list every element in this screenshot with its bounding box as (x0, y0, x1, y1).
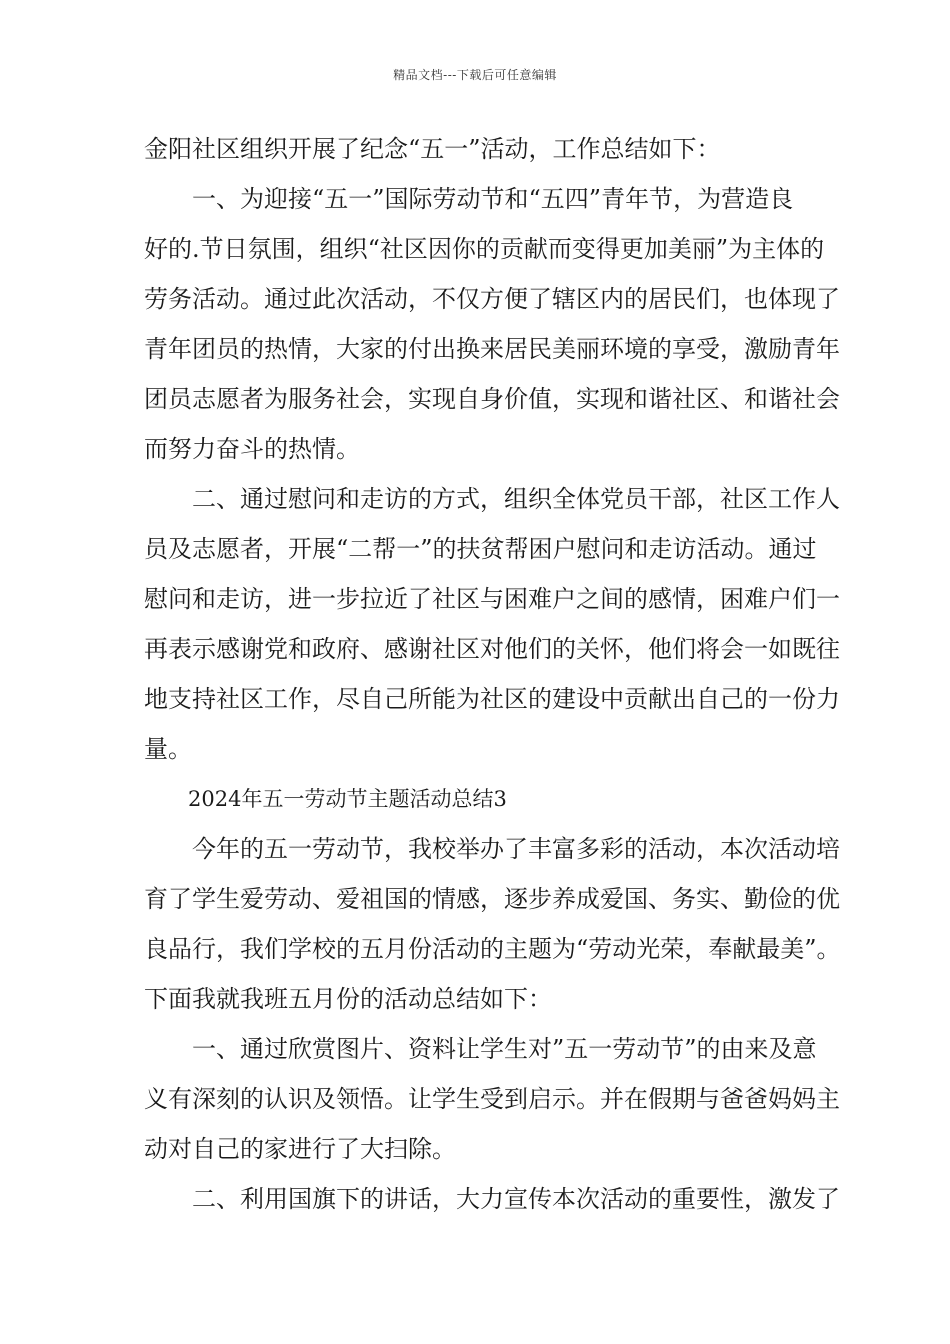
text-line: 再表示感谢党和政府、感谢社区对他们的关怀，他们将会一如既往 (144, 635, 840, 663)
paragraph (144, 1174, 840, 1224)
paragraph (144, 824, 841, 1024)
text-line: 劳务活动。通过此次活动，不仅方便了辖区内的居民们，也体现了 (144, 285, 840, 313)
text-line: 动对自己的家进行了大扫除。 (144, 1135, 456, 1163)
text-line: 今年的五一劳动节，我校举办了丰富多彩的活动，本次活动培 (192, 835, 840, 863)
text-line: 下面我就我班五月份的活动总结如下： (144, 985, 552, 1013)
heading-text: 2024年五一劳动节主题活动总结3 (188, 787, 507, 811)
section-heading (144, 774, 816, 824)
text-line: 一、通过欣赏图片、资料让学生对”五一劳动节”的由来及意 (192, 1035, 817, 1063)
text-line: 地支持社区工作，尽自己所能为社区的建设中贡献出自己的一份力 (144, 685, 840, 713)
text-line: 而努力奋斗的热情。 (144, 435, 360, 463)
text-line: 好的.节日氛围，组织“社区因你的贡献而变得更加美丽”为主体的 (144, 235, 825, 263)
paragraph (144, 1024, 840, 1174)
text-line: 青年团员的热情，大家的付出换来居民美丽环境的享受，激励青年 (144, 335, 840, 363)
page-header: 精品文档---下载后可任意编辑 (393, 68, 557, 82)
text-line: 二、利用国旗下的讲话，大力宣传本次活动的重要性，激发了 (192, 1185, 840, 1213)
text-line: 二、通过慰问和走访的方式，组织全体党员干部，社区工作人 (192, 485, 840, 513)
text-line: 育了学生爱劳动、爱祖国的情感，逐步养成爱国、务实、勤俭的优 (144, 885, 840, 913)
text-line: 团员志愿者为服务社会，实现自身价值，实现和谐社区、和谐社会 (144, 385, 840, 413)
paragraph (144, 174, 840, 474)
text-line: 量。 (144, 735, 192, 763)
text-line: 金阳社区组织开展了纪念“五一”活动，工作总结如下： (144, 135, 721, 163)
paragraph (144, 124, 816, 174)
text-line: 员及志愿者，开展“二帮一”的扶贫帮困户慰问和走访活动。通过 (144, 535, 817, 563)
text-line: 良品行，我们学校的五月份活动的主题为“劳动光荣，奉献最美”。 (144, 935, 841, 963)
document-body (144, 124, 841, 1224)
text-line: 义有深刻的认识及领悟。让学生受到启示。并在假期与爸爸妈妈主 (144, 1085, 840, 1113)
text-line: 慰问和走访，进一步拉近了社区与困难户之间的感情，困难户们一 (144, 585, 840, 613)
text-line: 一、为迎接“五一”国际劳动节和“五四”青年节，为营造良 (192, 185, 794, 213)
paragraph (144, 474, 840, 774)
